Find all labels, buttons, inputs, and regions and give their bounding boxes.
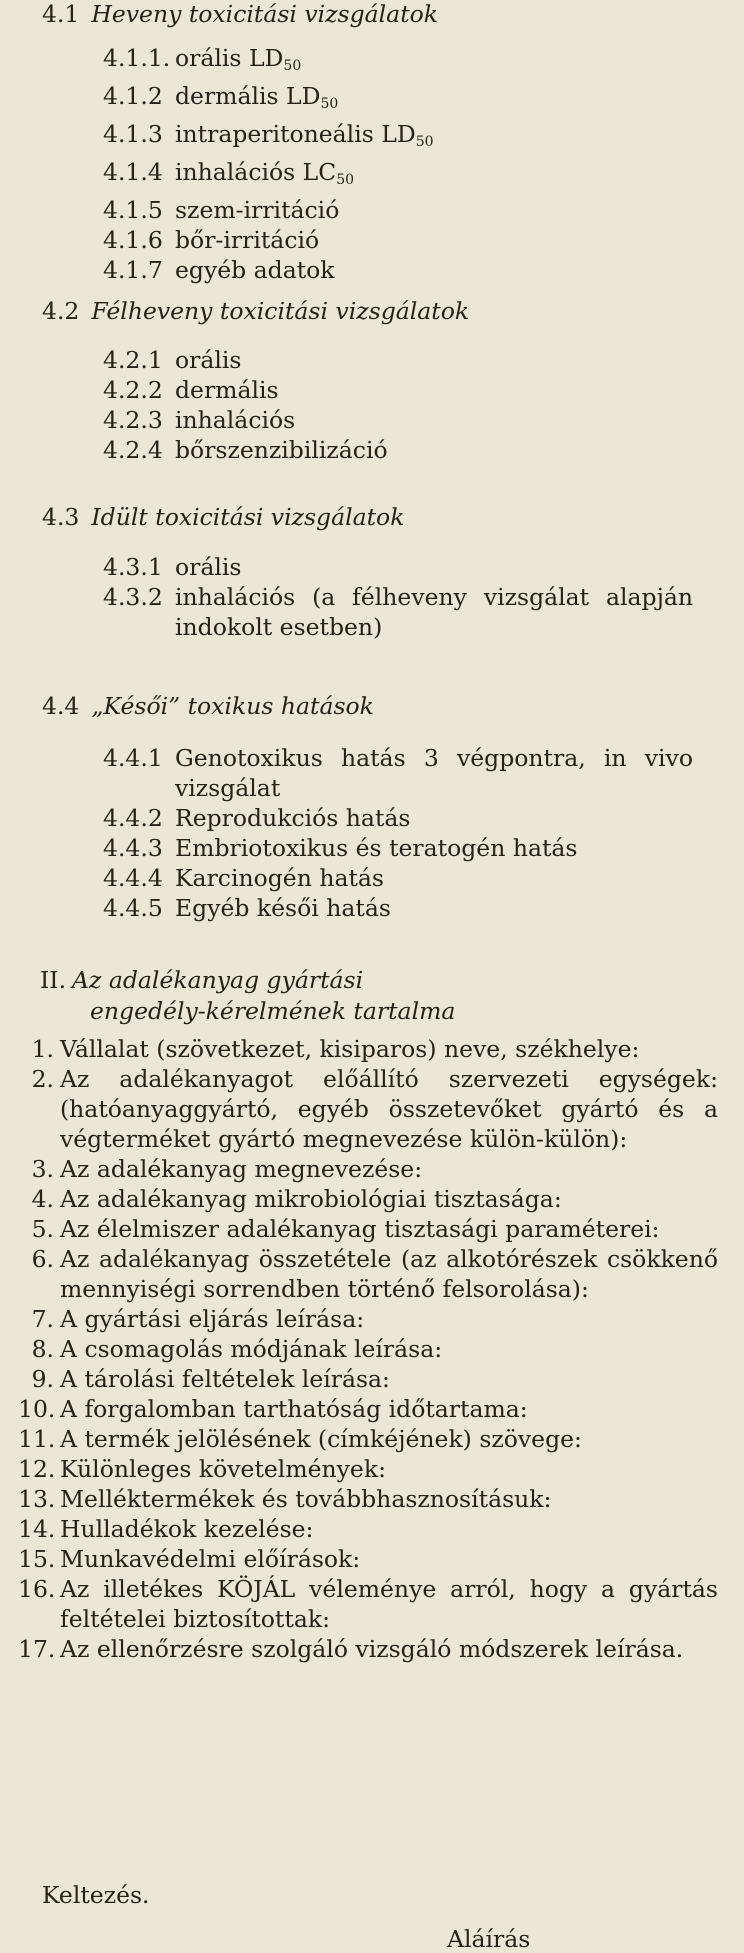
list-item: 5. Az élelmiszer adalékanyag tisztasági paraméterei: <box>31 1215 660 1243</box>
list-item: 14. Hulladékok kezelése: <box>18 1515 314 1543</box>
list-item: 4.1.6 bőr-irritáció <box>103 226 320 254</box>
list-item: 7. A gyártási eljárás leírása: <box>31 1305 365 1333</box>
list-item: 13. Melléktermékek és továbbhasznosításuk: <box>18 1485 552 1513</box>
list-item: 17. Az ellenőrzésre szolgáló vizsgáló módszerek leírása. <box>18 1635 684 1663</box>
list-item: 4.1.5 szem-irritáció <box>103 196 340 224</box>
list-item: 4.4.3 Embriotoxikus és teratogén hatás <box>103 834 578 862</box>
section-list-4-2 <box>103 345 388 465</box>
section-title: Idült toxicitási vizsgálatok <box>91 503 405 531</box>
list-item: 4. Az adalékanyag mikrobiológiai tisztasága: <box>31 1185 562 1213</box>
list-item: 4.1.4 inhalációs $LC_{50}$ <box>103 158 355 188</box>
section-list-4-1 <box>103 43 434 285</box>
list-item: 3. Az adalékanyag megnevezése: <box>31 1155 423 1183</box>
list-item: 12. Különleges követelmények: <box>18 1455 386 1483</box>
section-heading-4-4 <box>42 692 374 720</box>
list-item: 4.1.1. orális $LD_{50}$ <box>103 44 302 74</box>
section-title: Félheveny toxicitási vizsgálatok <box>91 297 470 325</box>
date-label: Keltezés. <box>42 1881 150 1909</box>
list-item: 8. A csomagolás módjának leírása: <box>31 1335 443 1363</box>
application-contents-list <box>18 1034 718 1664</box>
list-item: 6. Az adalékanyag összetétele (az alkotórészek csökkenő mennyiségi sorrendben történő felsorolása): <box>31 1245 718 1303</box>
list-item: 1. Vállalat (szövetkezet, kisiparos) neve, székhelye: <box>31 1035 640 1063</box>
list-item: 16. Az illetékes KÖJÁL véleménye arról, hogy a gyártás feltételei biztosítottak: <box>18 1575 718 1633</box>
section-list-4-3 <box>103 552 693 642</box>
section-number: 4.2 <box>42 297 80 325</box>
signature-label: Aláírás <box>447 1925 531 1953</box>
section-heading-4-1 <box>42 0 438 28</box>
section-title: Heveny toxicitási vizsgálatok <box>91 0 439 28</box>
part-title-line-1: Az adalékanyag gyártási <box>72 966 364 994</box>
list-item: 4.2.3 inhalációs <box>103 406 296 434</box>
list-item: 4.2.4 bőrszenzibilizáció <box>103 436 388 464</box>
part-number: II. <box>40 966 67 994</box>
part-two-heading <box>40 965 455 1027</box>
section-number: 4.4 <box>42 692 80 720</box>
list-item: 4.1.2 dermális $LD_{50}$ <box>103 82 339 112</box>
list-item: 4.1.7 egyéb adatok <box>103 256 335 284</box>
list-item: 4.4.5 Egyéb késői hatás <box>103 894 391 922</box>
section-heading-4-3 <box>42 503 404 531</box>
list-item: 4.3.1 orális <box>103 553 242 581</box>
section-title: „Késői” toxikus hatások <box>91 692 374 720</box>
list-item: 4.4.4 Karcinogén hatás <box>103 864 384 892</box>
list-item: 4.4.1 Genotoxikus hatás 3 végpontra, in vivo vizsgálat <box>103 744 693 802</box>
section-number: 4.1 <box>42 0 80 28</box>
list-item: 10. A forgalomban tarthatóság időtartama: <box>18 1395 528 1423</box>
list-item: 4.2.1 orális <box>103 346 242 374</box>
section-number: 4.3 <box>42 503 80 531</box>
list-item: 2. Az adalékanyagot előállító szervezeti egységek: (hatóanyaggyártó, egyéb összetevőket gyártó és a végterméket gyártó megnevezése külön-külön): <box>31 1065 718 1153</box>
section-list-4-4 <box>103 743 693 923</box>
list-item: 4.4.2 Reprodukciós hatás <box>103 804 411 832</box>
part-title-line-2: engedély-kérelmének tartalma <box>90 997 456 1025</box>
list-item: 9. A tárolási feltételek leírása: <box>31 1365 390 1393</box>
list-item: 4.3.2 inhalációs (a félheveny vizsgálat alapján indokolt esetben) <box>103 583 693 641</box>
list-item: 15. Munkavédelmi előírások: <box>18 1545 361 1573</box>
section-heading-4-2 <box>42 297 469 325</box>
list-item: 11. A termék jelölésének (címkéjének) szövege: <box>18 1425 582 1453</box>
list-item: 4.2.2 dermális <box>103 376 279 404</box>
list-item: 4.1.3 intraperitoneális $LD_{50}$ <box>103 120 434 150</box>
